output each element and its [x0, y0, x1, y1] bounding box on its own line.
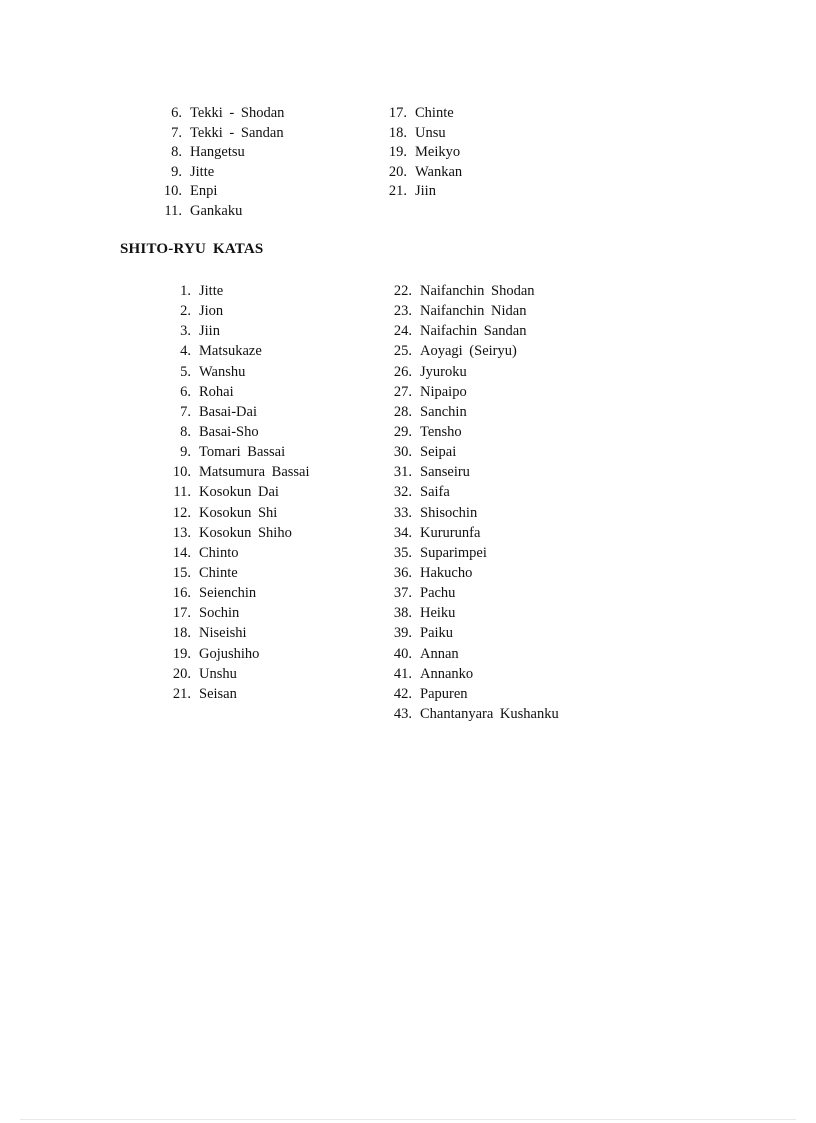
kata-name: Paiku	[420, 625, 454, 642]
list-item-number: 38.	[393, 605, 412, 622]
kata-name: Chantanyara Kushanku	[420, 705, 559, 722]
kata-name: Seienchin	[199, 585, 257, 602]
shito-ryu-kata-list-col2	[393, 281, 559, 724]
kata-name: Chinte	[415, 105, 454, 121]
kata-name: Papuren	[420, 685, 468, 702]
kata-list-item	[172, 543, 310, 563]
kata-list-item	[171, 124, 284, 144]
kata-list-item	[172, 462, 310, 482]
list-item-number: 20.	[388, 163, 407, 180]
kata-name: Seipai	[420, 444, 457, 461]
kata-list-item	[180, 442, 310, 462]
kata-list-item	[393, 402, 559, 422]
list-item-number: 10.	[163, 183, 182, 199]
kata-list-item	[393, 583, 559, 603]
list-item-number: 3.	[180, 323, 191, 340]
kata-list-item	[172, 684, 310, 704]
list-item-number: 18.	[388, 124, 407, 141]
kata-list-item	[388, 182, 462, 202]
kata-list-item	[172, 503, 310, 523]
kata-list-item	[172, 523, 310, 543]
kata-list-item	[172, 563, 310, 583]
kata-name: Kosokun Shi	[199, 504, 278, 521]
kata-list-item	[388, 143, 462, 163]
list-item-number: 31.	[393, 464, 412, 481]
kata-name: Naifanchin Nidan	[420, 303, 527, 320]
list-item-number: 7.	[180, 403, 191, 420]
kata-name: Jyuroku	[420, 363, 467, 380]
kata-list-continued-col2	[388, 104, 463, 202]
list-item-number: 11.	[173, 484, 191, 501]
kata-list-item	[180, 382, 310, 402]
kata-name: Wanshu	[199, 363, 246, 380]
kata-list-item	[393, 684, 559, 704]
list-item-number: 42.	[393, 685, 412, 702]
kata-name: Tekki - Shodan	[190, 105, 285, 121]
list-item-number: 20.	[172, 665, 191, 682]
kata-name: Annanko	[420, 665, 474, 682]
list-item-number: 40.	[393, 645, 412, 662]
kata-list-item	[393, 503, 559, 523]
kata-list-item	[180, 301, 310, 321]
list-item-number: 41.	[393, 665, 412, 682]
kata-list-item	[393, 442, 559, 462]
list-item-number: 13.	[172, 524, 191, 541]
kata-name: Kosokun Dai	[199, 484, 279, 501]
list-item-number: 25.	[393, 343, 412, 360]
kata-list-item	[180, 321, 310, 341]
kata-name: Unsu	[415, 124, 446, 141]
kata-name: Naifanchin Shodan	[420, 283, 535, 299]
list-item-number: 5.	[180, 363, 191, 380]
kata-name: Matsukaze	[199, 343, 262, 360]
kata-name: Seisan	[199, 685, 237, 702]
kata-name: Gojushiho	[199, 645, 260, 662]
list-item-number: 19.	[388, 144, 407, 160]
list-item-number: 23.	[393, 303, 412, 320]
kata-list-item	[388, 104, 462, 124]
kata-list-item	[393, 563, 559, 583]
list-item-number: 2.	[180, 303, 191, 320]
kata-list-continued-col1	[163, 104, 285, 221]
shito-ryu-kata-list-col1	[172, 281, 310, 704]
kata-name: Suparimpei	[420, 544, 487, 561]
kata-name: Jitte	[199, 283, 224, 299]
list-item-number: 8.	[180, 423, 191, 440]
list-item-number: 21.	[172, 685, 191, 702]
list-item-number: 39.	[393, 625, 412, 642]
kata-name: Tomari Bassai	[199, 444, 286, 461]
list-item-number: 17.	[388, 105, 407, 121]
kata-list-item	[163, 182, 284, 202]
kata-list-item	[173, 482, 310, 502]
kata-name: Saifa	[420, 484, 450, 501]
kata-list-item	[164, 202, 284, 222]
kata-list-item	[172, 644, 310, 664]
list-item-number: 4.	[180, 343, 191, 360]
kata-name: Hangetsu	[190, 144, 245, 160]
kata-name: Rohai	[199, 383, 234, 400]
kata-name: Enpi	[190, 183, 218, 199]
kata-list-item	[393, 644, 559, 664]
kata-name: Matsumura Bassai	[199, 464, 310, 481]
kata-list-item	[393, 281, 559, 301]
kata-list-item	[393, 664, 559, 684]
list-item-number: 12.	[172, 504, 191, 521]
kata-list-item	[393, 603, 559, 623]
kata-list-item	[172, 623, 310, 643]
kata-list-item	[180, 281, 310, 301]
kata-name: Unshu	[199, 665, 237, 682]
kata-list-item	[393, 482, 559, 502]
kata-list-item	[171, 104, 285, 124]
list-item-number: 24.	[393, 323, 412, 340]
kata-name: Heiku	[420, 605, 456, 622]
kata-list-item	[393, 523, 559, 543]
list-item-number: 34.	[393, 524, 412, 541]
kata-name: Jiin	[415, 183, 436, 199]
kata-name: Meikyo	[415, 144, 461, 160]
list-item-number: 18.	[172, 625, 191, 642]
kata-list-item	[172, 583, 310, 603]
kata-name: Kururunfa	[420, 524, 481, 541]
kata-name: Basai-Dai	[199, 403, 257, 420]
kata-name: Jion	[199, 303, 224, 320]
list-item-number: 17.	[172, 605, 191, 622]
kata-name: Nipaipo	[420, 383, 467, 400]
list-item-number: 29.	[393, 423, 412, 440]
list-item-number: 8.	[171, 144, 182, 160]
list-item-number: 9.	[180, 444, 191, 461]
list-item-number: 1.	[180, 283, 191, 299]
kata-name: Basai-Sho	[199, 423, 259, 440]
section-heading-shito-ryu: SHITO-RYU KATAS	[120, 241, 264, 257]
kata-list-item	[180, 402, 310, 422]
kata-list-item	[180, 341, 310, 361]
kata-name: Tekki - Sandan	[190, 124, 284, 141]
kata-name: Jitte	[190, 163, 215, 180]
list-item-number: 37.	[393, 585, 412, 602]
kata-name: Pachu	[420, 585, 456, 602]
list-item-number: 16.	[172, 585, 191, 602]
list-item-number: 15.	[172, 564, 191, 581]
list-item-number: 9.	[171, 163, 182, 180]
list-item-number: 28.	[393, 403, 412, 420]
kata-name: Hakucho	[420, 564, 473, 581]
list-item-number: 33.	[393, 504, 412, 521]
list-item-number: 19.	[172, 645, 191, 662]
kata-list-item	[393, 321, 559, 341]
kata-list-item	[180, 362, 310, 382]
list-item-number: 11.	[164, 202, 182, 219]
kata-list-item	[171, 163, 284, 183]
list-item-number: 27.	[393, 383, 412, 400]
kata-list-item	[393, 462, 559, 482]
kata-name: Gankaku	[190, 202, 243, 219]
kata-list-item	[172, 603, 310, 623]
kata-name: Naifachin Sandan	[420, 323, 527, 340]
kata-name: Annan	[420, 645, 459, 662]
list-item-number: 35.	[393, 544, 412, 561]
list-item-number: 43.	[393, 705, 412, 722]
kata-list-item	[388, 124, 462, 144]
list-item-number: 30.	[393, 444, 412, 461]
kata-name: Wankan	[415, 163, 463, 180]
list-item-number: 36.	[393, 564, 412, 581]
kata-list-item	[393, 623, 559, 643]
kata-list-item	[180, 422, 310, 442]
kata-name: Sanchin	[420, 403, 467, 420]
kata-list-item	[393, 301, 559, 321]
list-item-number: 32.	[393, 484, 412, 501]
kata-list-item	[393, 422, 559, 442]
kata-name: Shisochin	[420, 504, 478, 521]
kata-list-item	[393, 543, 559, 563]
list-item-number: 7.	[171, 124, 182, 141]
list-item-number: 26.	[393, 363, 412, 380]
kata-name: Sochin	[199, 605, 240, 622]
list-item-number: 10.	[172, 464, 191, 481]
page-bottom-edge	[20, 1119, 796, 1120]
list-item-number: 6.	[171, 105, 182, 121]
kata-name: Tensho	[420, 423, 462, 440]
kata-list-item	[388, 163, 463, 183]
kata-list-item	[393, 341, 559, 361]
kata-list-item	[393, 362, 559, 382]
kata-name: Jiin	[199, 323, 220, 340]
kata-name: Aoyagi (Seiryu)	[420, 343, 517, 360]
kata-name: Chinto	[199, 544, 239, 561]
kata-list-item	[172, 664, 310, 684]
list-item-number: 21.	[388, 183, 407, 199]
list-item-number: 14.	[172, 544, 191, 561]
kata-name: Kosokun Shiho	[199, 524, 292, 541]
kata-name: Niseishi	[199, 625, 247, 642]
kata-name: Chinte	[199, 564, 238, 581]
kata-name: Sanseiru	[420, 464, 470, 481]
kata-list-item	[171, 143, 284, 163]
kata-list-item	[393, 382, 559, 402]
kata-list-item	[393, 704, 559, 724]
list-item-number: 6.	[180, 383, 191, 400]
list-item-number: 22.	[393, 283, 412, 299]
